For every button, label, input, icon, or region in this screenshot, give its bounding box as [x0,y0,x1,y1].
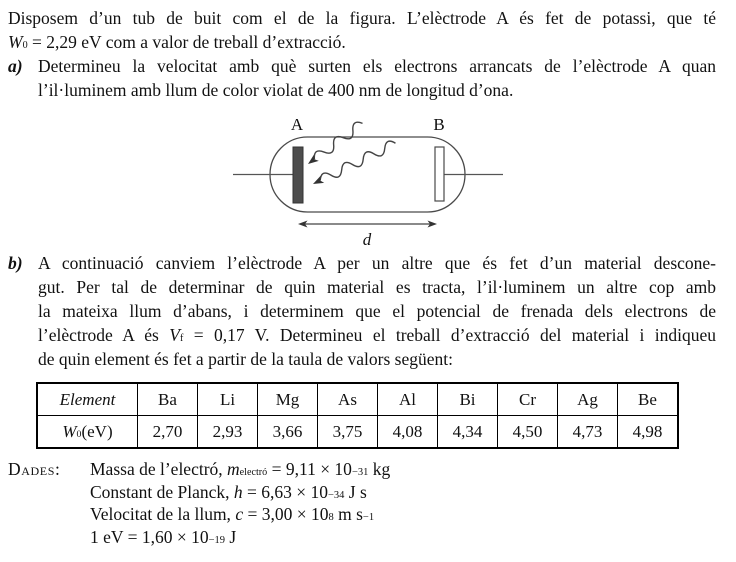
question-b-line-4-pre: l’elèctrode A és [38,325,170,345]
dades-line-2-post: J s [344,481,367,502]
light-speed-exponent: 8 [328,512,334,523]
dades-line-4-pre: 1 eV = 1,60 × 10 [90,526,209,547]
value-cell: 4,50 [498,416,558,449]
light-wave-path-2 [318,139,398,185]
work-function-table [36,382,679,449]
w0-subscript: 0 [22,40,28,51]
dades-line-1-pre: Massa de l’electró, [90,459,228,479]
dades-line-planck-constant [90,481,716,504]
question-b-line-3: la mateixa llum d’abans, i determinem que el potencial de frenada dels electrons de [38,301,716,321]
electron-mass-variable: m [227,459,240,479]
planck-exponent: −34 [328,489,345,501]
element-cell: Ag [558,383,618,416]
value-cell: 4,34 [438,416,498,449]
light-wave-arrowhead-1 [306,155,319,168]
intro-paragraph [8,6,716,54]
vf-variable: V [169,325,180,345]
dades-line-electron-mass [90,458,716,481]
question-b-line-4 [38,323,716,347]
element-cell: Al [378,383,438,416]
value-cell: 2,93 [198,416,258,449]
dades-label: Dades: [8,459,61,479]
ev-exponent: −19 [208,534,225,546]
intro-line-2 [8,30,716,54]
electrode-a-label: A [290,115,304,134]
table-row-label [37,416,138,449]
question-a-body [38,54,716,102]
light-wave-icon-2 [311,139,398,189]
question-b-line-1: A continuació canviem l’elèctrode A per un altre que és fet d’un material descone- [38,253,716,273]
w0-variable: W [8,32,23,52]
dades-section [8,458,716,548]
dades-line-1-mid: = 9,11 × 10 [267,459,352,479]
w0-row-subscript: 0 [76,428,82,440]
electrode-b-label: B [433,115,445,134]
value-cell: 4,98 [618,416,679,449]
table-value-row [37,416,678,449]
table-header-row [37,383,678,416]
element-cell: As [318,383,378,416]
electron-mass-exponent: −31 [351,467,369,478]
planck-variable: h [233,481,243,502]
dades-body [90,458,716,548]
question-a-line-1: Determineu la velocitat amb què surten els electrons arrancats de l’elèctrode A quan [38,56,716,76]
dades-line-3-mid: = 3,00 × 10 [243,504,329,524]
question-b-line-2: gut. Per tal de determinar de quin material es tracta, l’il·luminem un altre cop amb [38,277,716,297]
question-b [8,251,716,371]
value-cell: 3,66 [258,416,318,449]
element-cell: Bi [438,383,498,416]
value-cell: 4,73 [558,416,618,449]
light-wave-path-1 [312,119,366,163]
question-b-label: b) [8,253,23,273]
dades-line-light-speed [90,503,716,526]
element-cell: Mg [258,383,318,416]
element-cell: Cr [498,383,558,416]
w0-row-variable: W [62,421,77,441]
light-wave-icon-1 [305,119,365,167]
question-a-line-2: l’il·luminem amb llum de color violat de 400 nm de longitud d’ona. [38,80,514,100]
dades-line-1-post: kg [368,459,391,479]
element-cell: Ba [138,383,198,416]
intro-formula-rest: = 2,29 eV com a valor de treball d’extracció. [27,32,346,52]
dades-line-4-post: J [225,526,237,547]
dades-line-2-mid: = 6,63 × 10 [242,481,328,502]
electron-mass-subscript: electró [239,467,268,478]
electrode-a [293,147,303,203]
distance-arrow [298,221,437,228]
vacuum-tube-figure [230,114,540,249]
element-cell: Li [198,383,258,416]
intro-line-1: Disposem d’un tub de buit com el de la figura. L’elèctrode A és fet de potassi, que té [8,8,716,28]
light-wave-arrowhead-2 [311,176,324,188]
question-b-line-5: de quin element és fet a partir de la taula de valors següent: [38,349,453,369]
value-cell: 4,08 [378,416,438,449]
electrode-b [435,147,444,201]
w0-row-unit: (eV) [81,421,113,441]
distance-label: d [362,230,372,249]
question-b-line-4-post: = 0,17 V. Determineu el treball d’extracció del material i indiqueu [183,325,716,345]
vf-subscript: f [179,333,184,344]
dades-line-ev-conversion [90,526,716,549]
vacuum-tube-svg [230,114,540,249]
element-cell: Be [618,383,679,416]
question-a [8,54,716,102]
light-speed-variable: c [235,504,244,524]
light-speed-exponent-2: −1 [362,512,375,523]
table-header-element: Element [37,383,138,416]
value-cell: 3,75 [318,416,378,449]
question-a-label: a) [8,56,23,76]
question-b-body [38,251,716,371]
dades-line-3-pre: Velocitat de la llum, [90,504,236,524]
value-cell: 2,70 [138,416,198,449]
dades-line-3-post: m s [333,504,363,524]
dades-line-2-pre: Constant de Planck, [90,481,234,502]
